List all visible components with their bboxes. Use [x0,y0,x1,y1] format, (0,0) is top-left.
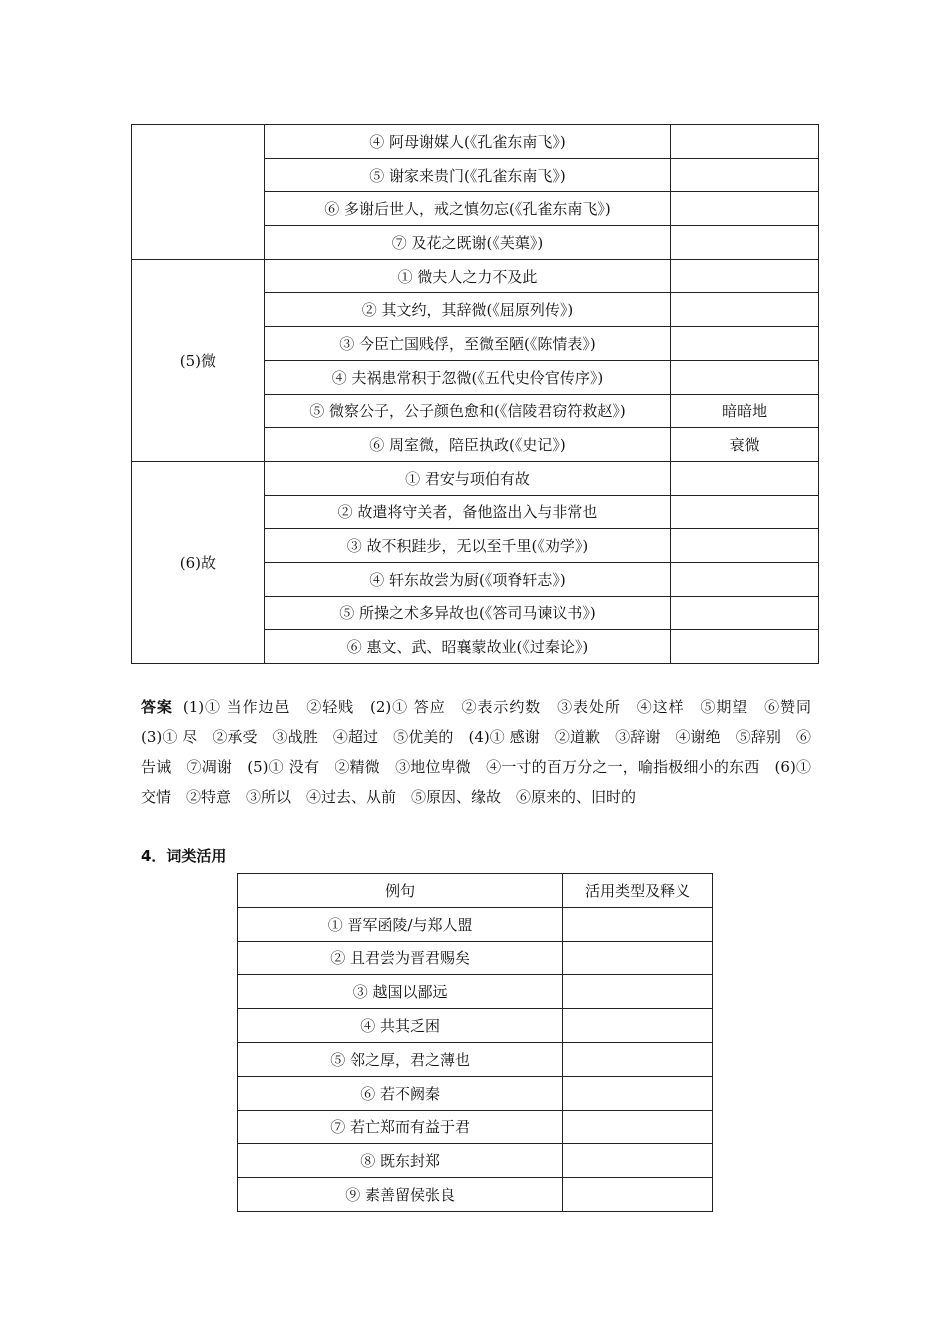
answer-cell[interactable] [563,1110,713,1144]
answer-cell[interactable] [671,293,819,327]
answer-cell[interactable]: 衰微 [671,428,819,462]
word-cell: (6)故 [132,461,265,663]
section-heading: 4．词类活用 [141,847,227,865]
answer-cell[interactable] [671,158,819,192]
answer-cell[interactable] [671,192,819,226]
table-row [132,125,819,159]
sentence-cell: ⑥ 惠文、武、昭襄蒙故业(《过秦论》) [264,630,670,664]
answer-cell[interactable] [671,596,819,630]
answer-cell[interactable] [671,529,819,563]
answer-paragraph [141,692,826,812]
sentence-cell: ⑦ 及花之既谢(《芙蕖》) [264,226,670,260]
sentence-cell: ⑥ 若不阙秦 [238,1076,563,1110]
table-row [238,1110,713,1144]
answer-cell[interactable] [563,1042,713,1076]
table-row [238,1178,713,1212]
table-row [132,259,819,293]
answer-cell[interactable]: 暗暗地 [671,394,819,428]
answer-cell[interactable] [563,1076,713,1110]
answer-cell[interactable] [671,259,819,293]
word-class-table [237,873,713,1212]
answer-label: 答案 [141,698,173,716]
table-header-row [238,874,713,908]
word-cell [132,125,265,260]
table-row [238,1076,713,1110]
answer-text: (1)① 当作边邑 ②轻贱 (2)① 答应 ②表示约数 ③表处所 ④这样 ⑤期望 ⑥赞同 (3)① 尽 ②承受 ③战胜 ④超过 ⑤优美的 (4)① 感谢 ②道歉 ③辞谢 ④谢绝 ⑤辞别 ⑥告诫 ⑦凋谢 (5)① 没有 ②精微 ③地位卑微 ④一寸的百万分之一，喻指极细小的东西 (6)① 交情 ②特意 ③所以 ④过去、从前 ⑤原因、缘故 ⑥原来的、旧时的 [141,698,826,806]
answer-cell[interactable] [671,461,819,495]
sentence-cell: ⑨ 素善留侯张良 [238,1178,563,1212]
answer-cell[interactable] [563,907,713,941]
table-row [132,461,819,495]
answer-cell[interactable] [563,941,713,975]
sentence-cell: ⑦ 若亡郑而有益于君 [238,1110,563,1144]
answer-cell[interactable] [671,562,819,596]
polysemy-table [131,124,819,664]
table-row [238,1144,713,1178]
answer-cell[interactable] [671,360,819,394]
sentence-cell: ⑥ 周室微，陪臣执政(《史记》) [264,428,670,462]
sentence-cell: ④ 共其乏困 [238,1009,563,1043]
answer-cell[interactable] [671,495,819,529]
table-row [238,1042,713,1076]
sentence-cell: ② 且君尝为晋君赐矣 [238,941,563,975]
column-header-example: 例句 [238,874,563,908]
sentence-cell: ⑤ 所操之术多异故也(《答司马谏议书》) [264,596,670,630]
sentence-cell: ⑥ 多谢后世人，戒之慎勿忘(《孔雀东南飞》) [264,192,670,226]
answer-cell[interactable] [563,1178,713,1212]
sentence-cell: ⑤ 微察公子，公子颜色愈和(《信陵君窃符救赵》) [264,394,670,428]
sentence-cell: ④ 夫祸患常积于忽微(《五代史伶官传序》) [264,360,670,394]
table-row [238,1009,713,1043]
table-row [238,975,713,1009]
answer-cell[interactable] [671,125,819,159]
sentence-cell: ⑤ 邻之厚，君之薄也 [238,1042,563,1076]
answer-cell[interactable] [671,630,819,664]
sentence-cell: ⑤ 谢家来贵门(《孔雀东南飞》) [264,158,670,192]
sentence-cell: ② 其文约，其辞微(《屈原列传》) [264,293,670,327]
table-row [238,941,713,975]
sentence-cell: ③ 越国以鄙远 [238,975,563,1009]
sentence-cell: ② 故遣将守关者，备他盗出入与非常也 [264,495,670,529]
sentence-cell: ① 晋军函陵/与郑人盟 [238,907,563,941]
word-cell: (5)微 [132,259,265,461]
sentence-cell: ⑧ 既东封郑 [238,1144,563,1178]
column-header-type: 活用类型及释义 [563,874,713,908]
answer-cell[interactable] [563,975,713,1009]
sentence-cell: ③ 故不积跬步，无以至千里(《劝学》) [264,529,670,563]
answer-cell[interactable] [671,226,819,260]
sentence-cell: ① 君安与项伯有故 [264,461,670,495]
sentence-cell: ① 微夫人之力不及此 [264,259,670,293]
answer-cell[interactable] [563,1009,713,1043]
sentence-cell: ④ 阿母谢媒人(《孔雀东南飞》) [264,125,670,159]
sentence-cell: ③ 今臣亡国贱俘，至微至陋(《陈情表》) [264,327,670,361]
sentence-cell: ④ 轩东故尝为厨(《项脊轩志》) [264,562,670,596]
answer-cell[interactable] [563,1144,713,1178]
answer-cell[interactable] [671,327,819,361]
table-row [238,907,713,941]
